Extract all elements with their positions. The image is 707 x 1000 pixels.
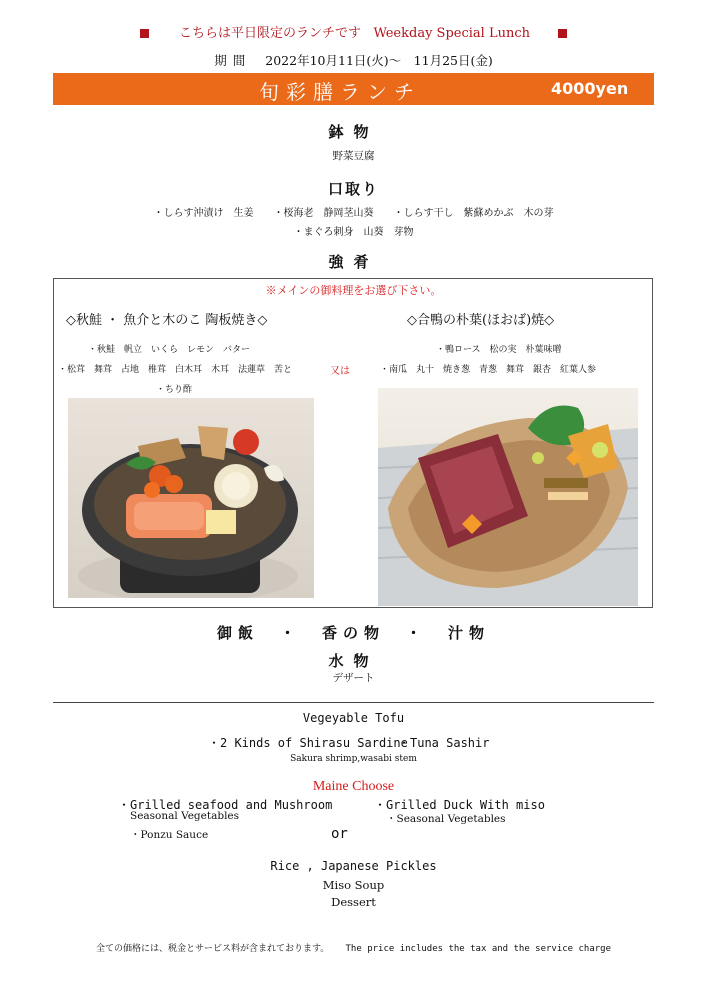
left-dish-line2: ・松茸 舞茸 占地 椎茸 白木耳 木耳 法蓮草 苦と: [58, 365, 293, 375]
right-dish-line1: ・鴨ロース 松の実 朴葉味噌: [436, 345, 562, 355]
shiizakana-title: 強肴: [328, 253, 379, 271]
period-range: 2022年10月11日(火)〜 11月25日(金): [265, 53, 493, 68]
rice-pickles-soup-line: 御飯 ・ 香の物 ・ 汁物: [216, 624, 490, 642]
right-dish-title: ◇合鴨の朴葉(ほおば)焼◇: [407, 313, 555, 328]
salmon-hotplate-photo: [68, 398, 314, 598]
notice-jp: こちらは平日限定のランチです: [179, 26, 362, 41]
hachimono-title: 鉢物: [328, 123, 379, 141]
en-left2: Seasonal Vegetables: [130, 810, 240, 822]
kuchitori-line2: ・まぐろ刺身 山葵 芽物: [293, 227, 414, 238]
period-label: 期間: [214, 53, 252, 68]
left-dish-title: ◇秋鮭 ・ 魚介と木のこ 陶板焼き◇: [66, 313, 268, 328]
footer-en: The price includes the tax and the service charge: [345, 944, 612, 954]
left-dish-line1: ・秋鮭 帆立 いくら レモン バター: [88, 345, 251, 355]
or-label-jp: 又は: [330, 366, 350, 377]
en-tofu: Vegeyable Tofu: [302, 711, 405, 725]
en-dessert: Dessert: [331, 895, 376, 909]
red-square-icon: [558, 29, 567, 38]
footer-jp: 全ての価格には、税金とサービス料が含まれております。: [95, 944, 330, 954]
kuchitori-line1: ・しらす沖漬け 生姜 ・桜海老 静岡茎山葵 ・しらす干し 紫蘇めかぶ 木の芽: [153, 208, 554, 219]
red-square-icon: [140, 29, 149, 38]
en-starter1: ・2 Kinds of Shirasu Sardine: [208, 736, 408, 750]
hachimono-item: 野菜豆腐: [332, 150, 375, 162]
en-starter2: ・Tuna Sashir: [398, 736, 490, 750]
duck-hoba-photo: [378, 388, 638, 606]
en-right2: ・Seasonal Vegetables: [386, 813, 506, 825]
weekday-notice: [0, 22, 707, 41]
right-dish-line2: ・南瓜 丸十 焼き葱 青葱 舞茸 銀杏 紅葉人参: [380, 365, 597, 375]
left-dish-line3: ・ちり酢: [156, 385, 193, 395]
kuchitori-title: 口取り: [327, 180, 379, 198]
period-line: [0, 51, 707, 69]
en-left1: ・Grilled seafood and Mushroom: [118, 798, 333, 812]
title-bar: [53, 73, 654, 105]
divider: [53, 702, 654, 703]
notice-en: Weekday Special Lunch: [373, 26, 530, 41]
footer-note: [0, 941, 707, 954]
en-starter3: Sakura shrimp,wasabi stem: [290, 754, 417, 764]
en-left3: ・Ponzu Sauce: [130, 829, 209, 841]
menu-title: 旬彩膳ランチ: [259, 80, 421, 104]
en-main-title: Maine Choose: [312, 779, 395, 794]
dessert-jp: デザート: [332, 672, 375, 684]
en-right1: ・Grilled Duck With miso: [374, 798, 545, 812]
en-or: or: [331, 826, 348, 842]
en-soup: Miso Soup: [322, 878, 385, 892]
en-rice: Rice , Japanese Pickles: [270, 859, 437, 873]
main-choice-note: ※メインの御料理をお選び下さい。: [265, 284, 442, 297]
mizumono-title: 水物: [328, 652, 379, 670]
menu-price: 4000yen: [551, 79, 629, 98]
